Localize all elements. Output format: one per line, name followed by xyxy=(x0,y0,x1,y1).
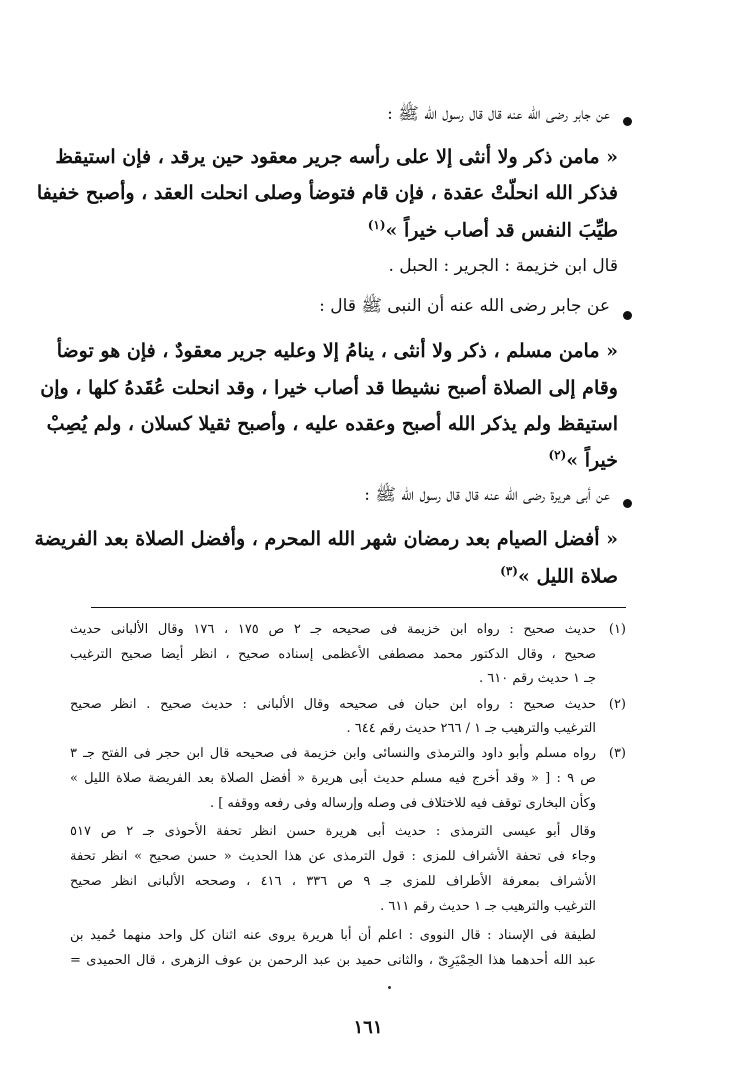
footnote-3-line-1 xyxy=(70,746,626,761)
hadith-3-line-2-text: صلاة الليل » xyxy=(517,565,618,588)
hadith-1-line-3-text: طيِّبَ النفس قد أصاب خيراً » xyxy=(385,219,618,242)
footnote-2-line-1 xyxy=(70,697,626,712)
hadith-2-line-3: استيقظ ولم يذكر الله أصبح وعقده عليه ، وأصبح ثقيلا كسلان ، ولم يُصِبْ xyxy=(46,413,618,435)
footnote-3-line-7: الترغيب والترهيب جـ ١ حديث رقم ٦١١ . xyxy=(380,899,596,914)
footnote-1-line-2: صحيح ، وقال الدكتور محمد مصطفى الأعظمى إسناده صحيح ، انظر أيضا صحيح الترغيب xyxy=(70,647,596,662)
page-number: ١٦١ xyxy=(353,1017,383,1038)
hadith-2-line-2: وقام إلى الصلاة أصبح نشيطا قد أصاب خيرا ، وقد انحلت عُقَدهُ كلها ، وإن xyxy=(40,377,618,399)
footnote-3-line-6: الأشراف بمعرفة الأطراف للمزى جـ ٩ ص ٣٣٦ ، ٤١٦ ، وصححه الألبانى انظر صحيح xyxy=(70,874,597,889)
bullet-icon xyxy=(623,311,632,320)
footnote-3-line-8: لطيفة فى الإسناد : قال النووى : اعلم أن أبا هريرة يروى عنه اثنان كل واحد منهما حُميد بن xyxy=(70,928,596,943)
hadith-1-line-1: « مامن ذكر ولا أنثى إلا على رأسه جرير معقود حين يرقد ، فإن استيقظ xyxy=(55,146,618,168)
footnote-3-text: رواه مسلم وأبو داود والترمذى والنسائى وابن خزيمة فى صحيحه قال ابن حجر فى الفتح جـ ٣ xyxy=(70,746,596,761)
footnote-2-number: (٢) xyxy=(608,697,626,712)
footnote-1-text: حديث صحيح : رواه ابن خزيمة فى صحيحه جـ ٢ ص ١٧٥ ، ١٧٦ وقال الألبانى حديث xyxy=(70,622,596,637)
hadith-2-line-1: « مامن مسلم ، ذكر ولا أنثى ، ينامُ إلا وعليه جرير معقودٌ ، فإن هو توضأ xyxy=(56,340,618,362)
footnote-1-line-1 xyxy=(70,622,626,637)
hadith-3-intro: عن أبى هريرة رضى الله عنه قال قال رسول الله ﷺ : xyxy=(364,485,610,505)
hadith-3-line-2 xyxy=(104,564,618,587)
hadith-2-note-ref: (٢) xyxy=(548,448,567,462)
footnote-divider xyxy=(91,607,626,608)
footnote-3-line-2: ص ٩ : [ « وقد أخرج فيه مسلم حديث أبى هريرة « أفضل الصلاة بعد الفريضة صلاة الليل » xyxy=(70,771,596,786)
bullet-icon xyxy=(623,117,632,126)
hadith-1-line-2: فذكر الله انحلّتْ عقدة ، فإن قام فتوضأ وصلى انحلت العقد ، وأصبح خفيفا xyxy=(36,182,618,204)
footnote-1-line-3: جـ ١ حديث رقم ٦١٠ . xyxy=(479,671,596,686)
hadith-3-line-1: « أفضل الصيام بعد رمضان شهر الله المحرم ، وأفضل الصلاة بعد الفريضة xyxy=(34,528,618,550)
footnote-3-line-4: وقال أبو عيسى الترمذى : حديث أبى هريرة حسن انظر تحفة الأحوذى جـ ٢ ص ٥١٧ xyxy=(70,824,596,839)
footnote-3-line-9: عبد الله أحدهما هذا الحِمْيَرِىّ ، والثانى حميد بن عبد الرحمن بن عوف الزهرى ، قال الحميدى = xyxy=(70,953,596,968)
hadith-1-line-3 xyxy=(104,218,618,241)
hadith-1-note-ref: (١) xyxy=(367,218,386,232)
footnote-3-number: (٣) xyxy=(608,746,626,761)
hadith-1-intro: عن جابر رضى الله عنه قال قال رسول الله ﷺ : xyxy=(387,104,610,124)
footnote-1-number: (١) xyxy=(608,622,626,637)
hadith-2-line-4-text: خيراً » xyxy=(566,449,618,472)
bullet-icon xyxy=(623,499,632,508)
hadith-2-intro: عن جابر رضى الله عنه أن النبى ﷺ قال : xyxy=(319,296,610,316)
footnote-3-line-5: وجاء فى تحفة الأشراف للمزى : قول الترمذى عن هذا الحديث « حسن صحيح » انظر تحفة xyxy=(70,849,596,864)
speck-mark xyxy=(388,986,391,989)
hadith-3-note-ref: (٣) xyxy=(500,564,518,578)
footnote-2-line-2: الترغيب والترهيب جـ ١ / ٢٦٦ حديث رقم ٦٤٤ . xyxy=(346,721,596,736)
footnote-3-line-3: وكأن البخارى توقف فيه للاختلاف فى وصله وإرساله وفى رفعه ووقفه ] . xyxy=(209,796,596,811)
footnote-2-text: حديث صحيح : رواه ابن حبان فى صحيحه وقال الألبانى : حديث صحيح . انظر صحيح xyxy=(70,697,596,712)
hadith-1-gloss: قال ابن خزيمة : الجرير : الحبل . xyxy=(388,256,618,276)
hadith-2-line-4 xyxy=(104,448,618,471)
